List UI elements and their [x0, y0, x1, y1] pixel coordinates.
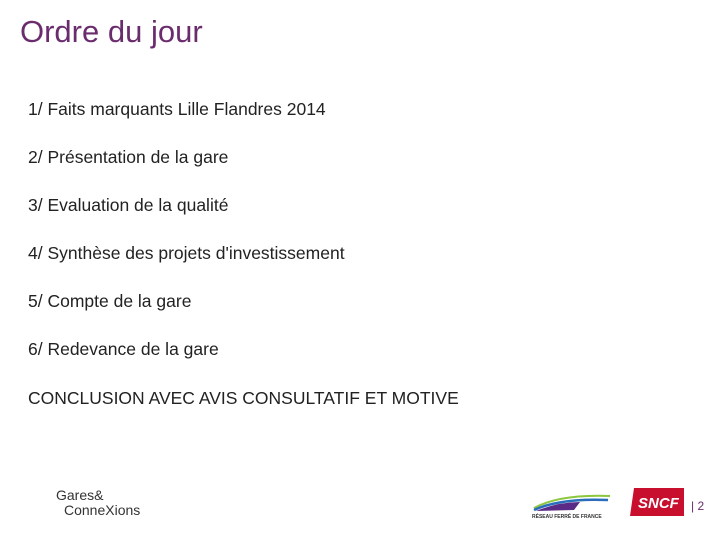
slide-title: Ordre du jour	[20, 14, 203, 49]
agenda-item-2: 2/ Présentation de la gare	[28, 147, 229, 167]
agenda-list	[28, 94, 345, 382]
agenda-item-1: 1/ Faits marquants Lille Flandres 2014	[28, 99, 326, 119]
rff-logo	[530, 490, 614, 520]
agenda-item-3: 3/ Evaluation de la qualité	[28, 195, 229, 215]
gc-logo-line1: Gares&	[56, 487, 104, 503]
page-number: | 2	[691, 499, 705, 513]
sncf-logo	[630, 486, 686, 518]
agenda-item-5: 5/ Compte de la gare	[28, 291, 192, 311]
agenda-item-4: 4/ Synthèse des projets d'investissement	[28, 243, 345, 263]
rff-logo-text: RÉSEAU FERRÉ DE FRANCE	[532, 514, 602, 520]
sncf-logo-text: SNCF	[638, 495, 679, 512]
gares-connexions-logo	[54, 486, 164, 520]
agenda-item-6: 6/ Redevance de la gare	[28, 339, 219, 359]
conclusion-line: CONCLUSION AVEC AVIS CONSULTATIF ET MOTIVE	[28, 388, 459, 408]
gc-logo-line2: ConneXions	[64, 502, 141, 518]
